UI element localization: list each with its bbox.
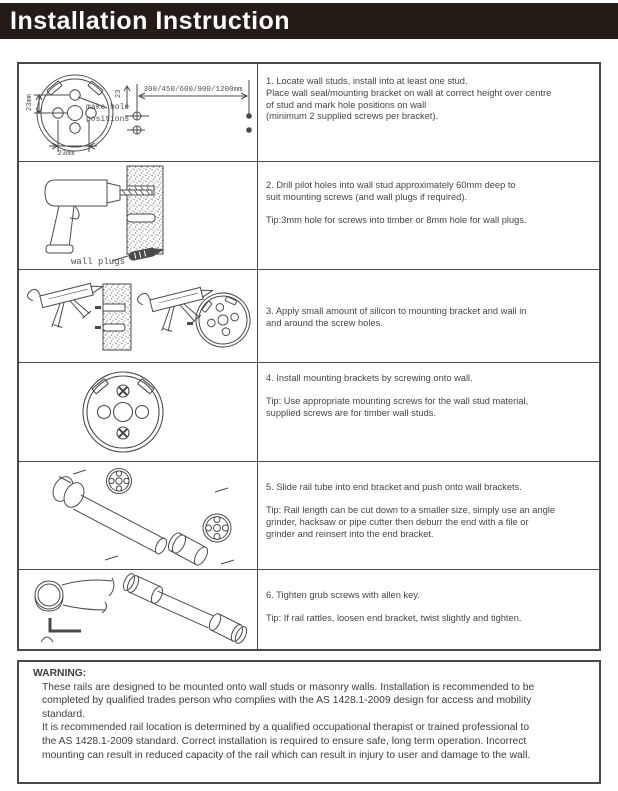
- text-line: 6. Tighten grub screws with allen key.: [266, 590, 420, 600]
- text-line: Place wall seal/mounting bracket on wall at correct height over centre: [266, 87, 552, 98]
- text-line: Tip:3mm hole for screws into timber or 8mm hole for wall plugs.: [266, 215, 527, 226]
- text-line: of stud and mark hole positions on wall: [266, 99, 427, 110]
- warning-line: completed by qualified trades person who complies with the AS 1428.1-2009 design for access and mobility: [42, 695, 532, 707]
- warning-line: mounting can result in reduced capacity of the rail which can result in injury to user and damage to the wall.: [42, 749, 531, 761]
- warning-line: the AS 1428.1-2009 standard. Correct installation is required to ensure safe, long term operation. Incorrect: [42, 735, 527, 747]
- step-5-illustration: [19, 462, 258, 569]
- text-line: 4. Install mounting brackets by screwing onto wall.: [266, 373, 473, 383]
- step-6-row: [19, 569, 599, 649]
- step-6-text: [258, 570, 599, 649]
- dim-23-offset-label: 23: [115, 89, 123, 98]
- step-3-row: [19, 269, 599, 362]
- end-cap-illustration: [166, 531, 210, 567]
- dim-23mm-horizontal-label: 23mm: [57, 150, 75, 158]
- rail-assembly-diagram: [19, 462, 257, 569]
- drill-wall-diagram: [19, 162, 257, 269]
- screw-icon: [117, 427, 129, 439]
- text-line: supplied screws are for timber wall studs.: [266, 408, 436, 419]
- step-4-text: [258, 363, 599, 461]
- text-line: 1. Locate wall studs, install into at least one stud.: [266, 76, 468, 86]
- text-line: and around the screw holes.: [266, 317, 383, 328]
- step-2-text: [258, 162, 599, 269]
- step-2-row: [19, 161, 599, 269]
- page-title: Installation Instruction: [10, 6, 291, 35]
- step-6-illustration: [19, 570, 258, 649]
- text-line: 2. Drill pilot holes into wall stud approximately 60mm deep to: [266, 180, 516, 190]
- text-line: 5. Slide rail tube into end bracket and push onto wall brackets.: [266, 482, 522, 492]
- title-bar: [0, 3, 618, 39]
- warning-line: These rails are designed to be mounted onto wall studs or masonry walls. Installation is recommended to be: [42, 681, 535, 693]
- wall-illustration: [127, 166, 163, 254]
- text-line: Tip: If rail rattles, loosen end bracket, twist slightly and tighten.: [266, 613, 522, 624]
- step-4-illustration: [19, 363, 258, 461]
- text-line: Tip: Rail length can be cut down to a smaller size, simply use an angle: [266, 505, 556, 516]
- caulking-gun-icon: [26, 273, 109, 334]
- wall-illustration: [103, 284, 131, 350]
- step-5-row: [19, 461, 599, 569]
- bracket-hole-positions-diagram: [19, 64, 257, 161]
- instruction-table: [17, 62, 601, 651]
- wall-plugs-label: wall plugs: [71, 257, 126, 267]
- step-3-illustration: [19, 270, 258, 362]
- rail-end-illustration: [35, 578, 114, 613]
- wall-bracket-back-illustration: [107, 469, 132, 494]
- silicone-application-diagram: [19, 270, 257, 362]
- wall-bracket-back-illustration: [203, 514, 231, 542]
- end-bracket-illustration: [49, 473, 88, 510]
- dim-23mm-vertical-label: 23mm: [26, 94, 34, 111]
- positions-label: positions: [86, 115, 130, 124]
- warning-line: It is recommended rail location is determined by a qualified occupational therapist or trained professional to: [42, 722, 530, 734]
- rail-lengths-label: 300/450/600/900/1200mm: [143, 86, 243, 94]
- bracket-screwed-diagram: [19, 363, 257, 461]
- tighten-grub-screw-diagram: [19, 570, 257, 649]
- make-hole-label: make hole: [86, 103, 130, 112]
- step-1-row: [19, 64, 599, 161]
- warning-box: [17, 660, 601, 784]
- rail-tube-illustration: [73, 495, 164, 553]
- step-3-text: [258, 270, 599, 362]
- step-1-text: [258, 64, 599, 161]
- text-line: (minimum 2 supplied screws per bracket).: [266, 111, 439, 122]
- caulking-gun-icon: [136, 277, 219, 338]
- allen-key-icon: [41, 618, 81, 642]
- warning-line: standard.: [42, 708, 85, 720]
- text-line: Tip: Use appropriate mounting screws for the wall stud material,: [266, 396, 529, 407]
- text-line: grinder, hacksaw or pipe cutter then deburr the end with a file or: [266, 517, 529, 528]
- step-5-text: [258, 462, 599, 569]
- step-4-row: [19, 362, 599, 461]
- text-line: grinder and reinsert into the end bracket.: [266, 528, 434, 539]
- warning-heading: WARNING:: [33, 668, 87, 679]
- step-2-illustration: [19, 162, 258, 269]
- text-line: suit mounting screws (and wall plugs if required).: [266, 191, 468, 202]
- drill-illustration: [45, 180, 120, 253]
- screw-icon: [117, 385, 129, 397]
- assembled-rail-illustration: [121, 572, 249, 645]
- text-line: 3. Apply small amount of silicon to mounting bracket and wall in: [266, 306, 527, 316]
- step-1-illustration: [19, 64, 258, 161]
